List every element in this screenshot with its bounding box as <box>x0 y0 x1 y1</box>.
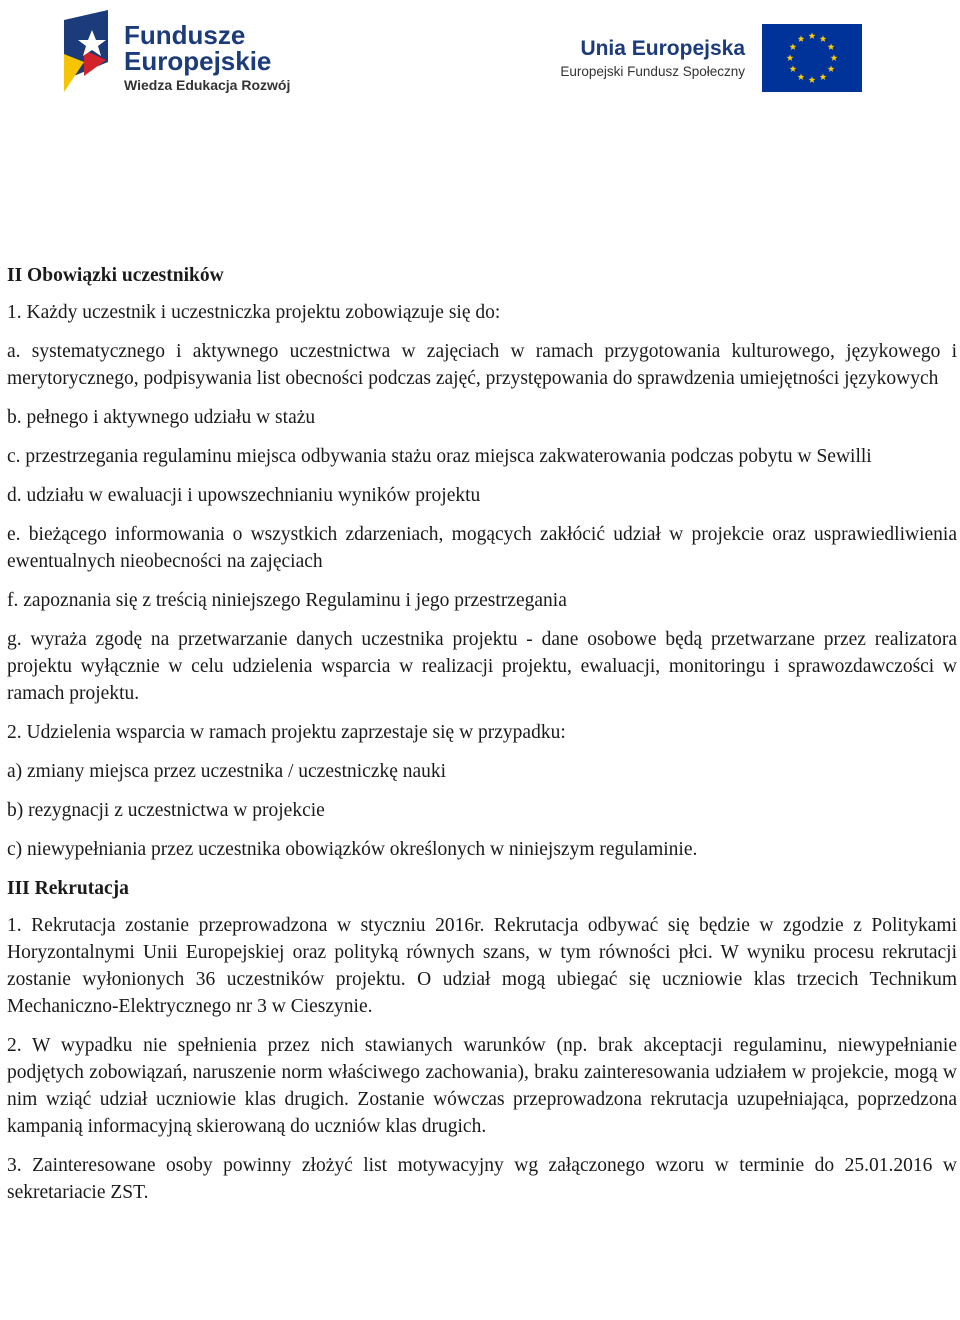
rekrutacja-paragraph-2: 2. W wypadku nie spełnienia przez nich stawianych warunków (np. brak akceptacji regulaminu, niewypełnianie podjętych zobowiązań, naruszenie norm właściwego zachowania), braku zainteresowania udziałem w projekcie, mogą w nim wziąć udział uczniowie klas drugich. Zostanie wówczas przeprowadzona rekrutacja uzupełniająca, poprzedzona kampanią informacyjną skierowaną do uczniów klas drugich. <box>7 1035 957 1137</box>
paragraph-1: 1. Każdy uczestnik i uczestniczka projektu zobowiązuje się do: <box>7 302 501 323</box>
rekrutacja-paragraph-1: 1. Rekrutacja zostanie przeprowadzona w styczniu 2016r. Rekrutacja odbywać się będzie w zgodzie z Politykami Horyzontalnymi Unii Europejskiej oraz polityką równych szans, w tym równości płci. W wyniku procesu rekrutacji zostanie wyłonionych 36 uczestników projektu. O udział mogą ubiegać się uczniowie klas trzecich Technikum Mechaniczno-Elektrycznego nr 3 w Cieszynie. <box>7 915 957 1017</box>
fundusze-europejskie-logo <box>58 10 308 100</box>
page-header <box>0 0 960 110</box>
fe-star-mark-icon <box>58 10 118 100</box>
unia-europejska-logo <box>530 24 865 94</box>
ue-logo-line1: Unia Europejska <box>580 37 745 60</box>
fe-logo-line2: Europejskie <box>124 46 272 76</box>
rekrutacja-paragraph-3: 3. Zainteresowane osoby powinny złożyć list motywacyjny wg załączonego wzoru w terminie do 25.01.2016 w sekretariacie ZST. <box>7 1155 957 1203</box>
eu-flag-icon <box>762 24 862 92</box>
ue-logo-line2: Europejski Fundusz Społeczny <box>560 64 745 79</box>
fe-logo-line1: Fundusze <box>124 20 246 50</box>
item-d: d. udziału w ewaluacji i upowszechnianiu wyników projektu <box>7 485 481 506</box>
reason-a: a) zmiany miejsca przez uczestnika / uczestniczkę nauki <box>7 761 447 782</box>
item-f: f. zapoznania się z treścią niniejszego Regulaminu i jego przestrzegania <box>7 590 567 611</box>
reason-b: b) rezygnacji z uczestnictwa w projekcie <box>7 800 325 821</box>
document-body <box>7 262 957 1206</box>
item-e: e. bieżącego informowania o wszystkich zdarzeniach, mogących zakłócić udział w projekcie oraz usprawiedliwienia ewentualnych nieobecności na zajęciach <box>7 524 957 572</box>
paragraph-2: 2. Udzielenia wsparcia w ramach projektu zaprzestaje się w przypadku: <box>7 722 566 743</box>
section-title-rekrutacja: III Rekrutacja <box>7 878 129 899</box>
item-b: b. pełnego i aktywnego udziału w stażu <box>7 407 316 428</box>
reason-c: c) niewypełniania przez uczestnika obowiązków określonych w niniejszym regulaminie. <box>7 839 698 860</box>
section-title-obowiazki: II Obowiązki uczestników <box>7 265 224 286</box>
item-c: c. przestrzegania regulaminu miejsca odbywania stażu oraz miejsca zakwaterowania podczas pobytu w Sewilli <box>7 446 872 467</box>
fe-logo-line3: Wiedza Edukacja Rozwój <box>124 77 291 93</box>
item-a: a. systematycznego i aktywnego uczestnictwa w zajęciach w ramach przygotowania kulturowego, językowego i merytorycznego, podpisywania list obecności podczas zajęć, przystępowania do sprawdzenia umiejętności językowych <box>7 341 957 389</box>
item-g: g. wyraża zgodę na przetwarzanie danych uczestnika projektu - dane osobowe będą przetwarzane przez realizatora projektu wyłącznie w celu udzielenia wsparcia w realizacji projektu, ewaluacji, monitoringu i sprawozdawczości w ramach projektu. <box>7 629 957 704</box>
